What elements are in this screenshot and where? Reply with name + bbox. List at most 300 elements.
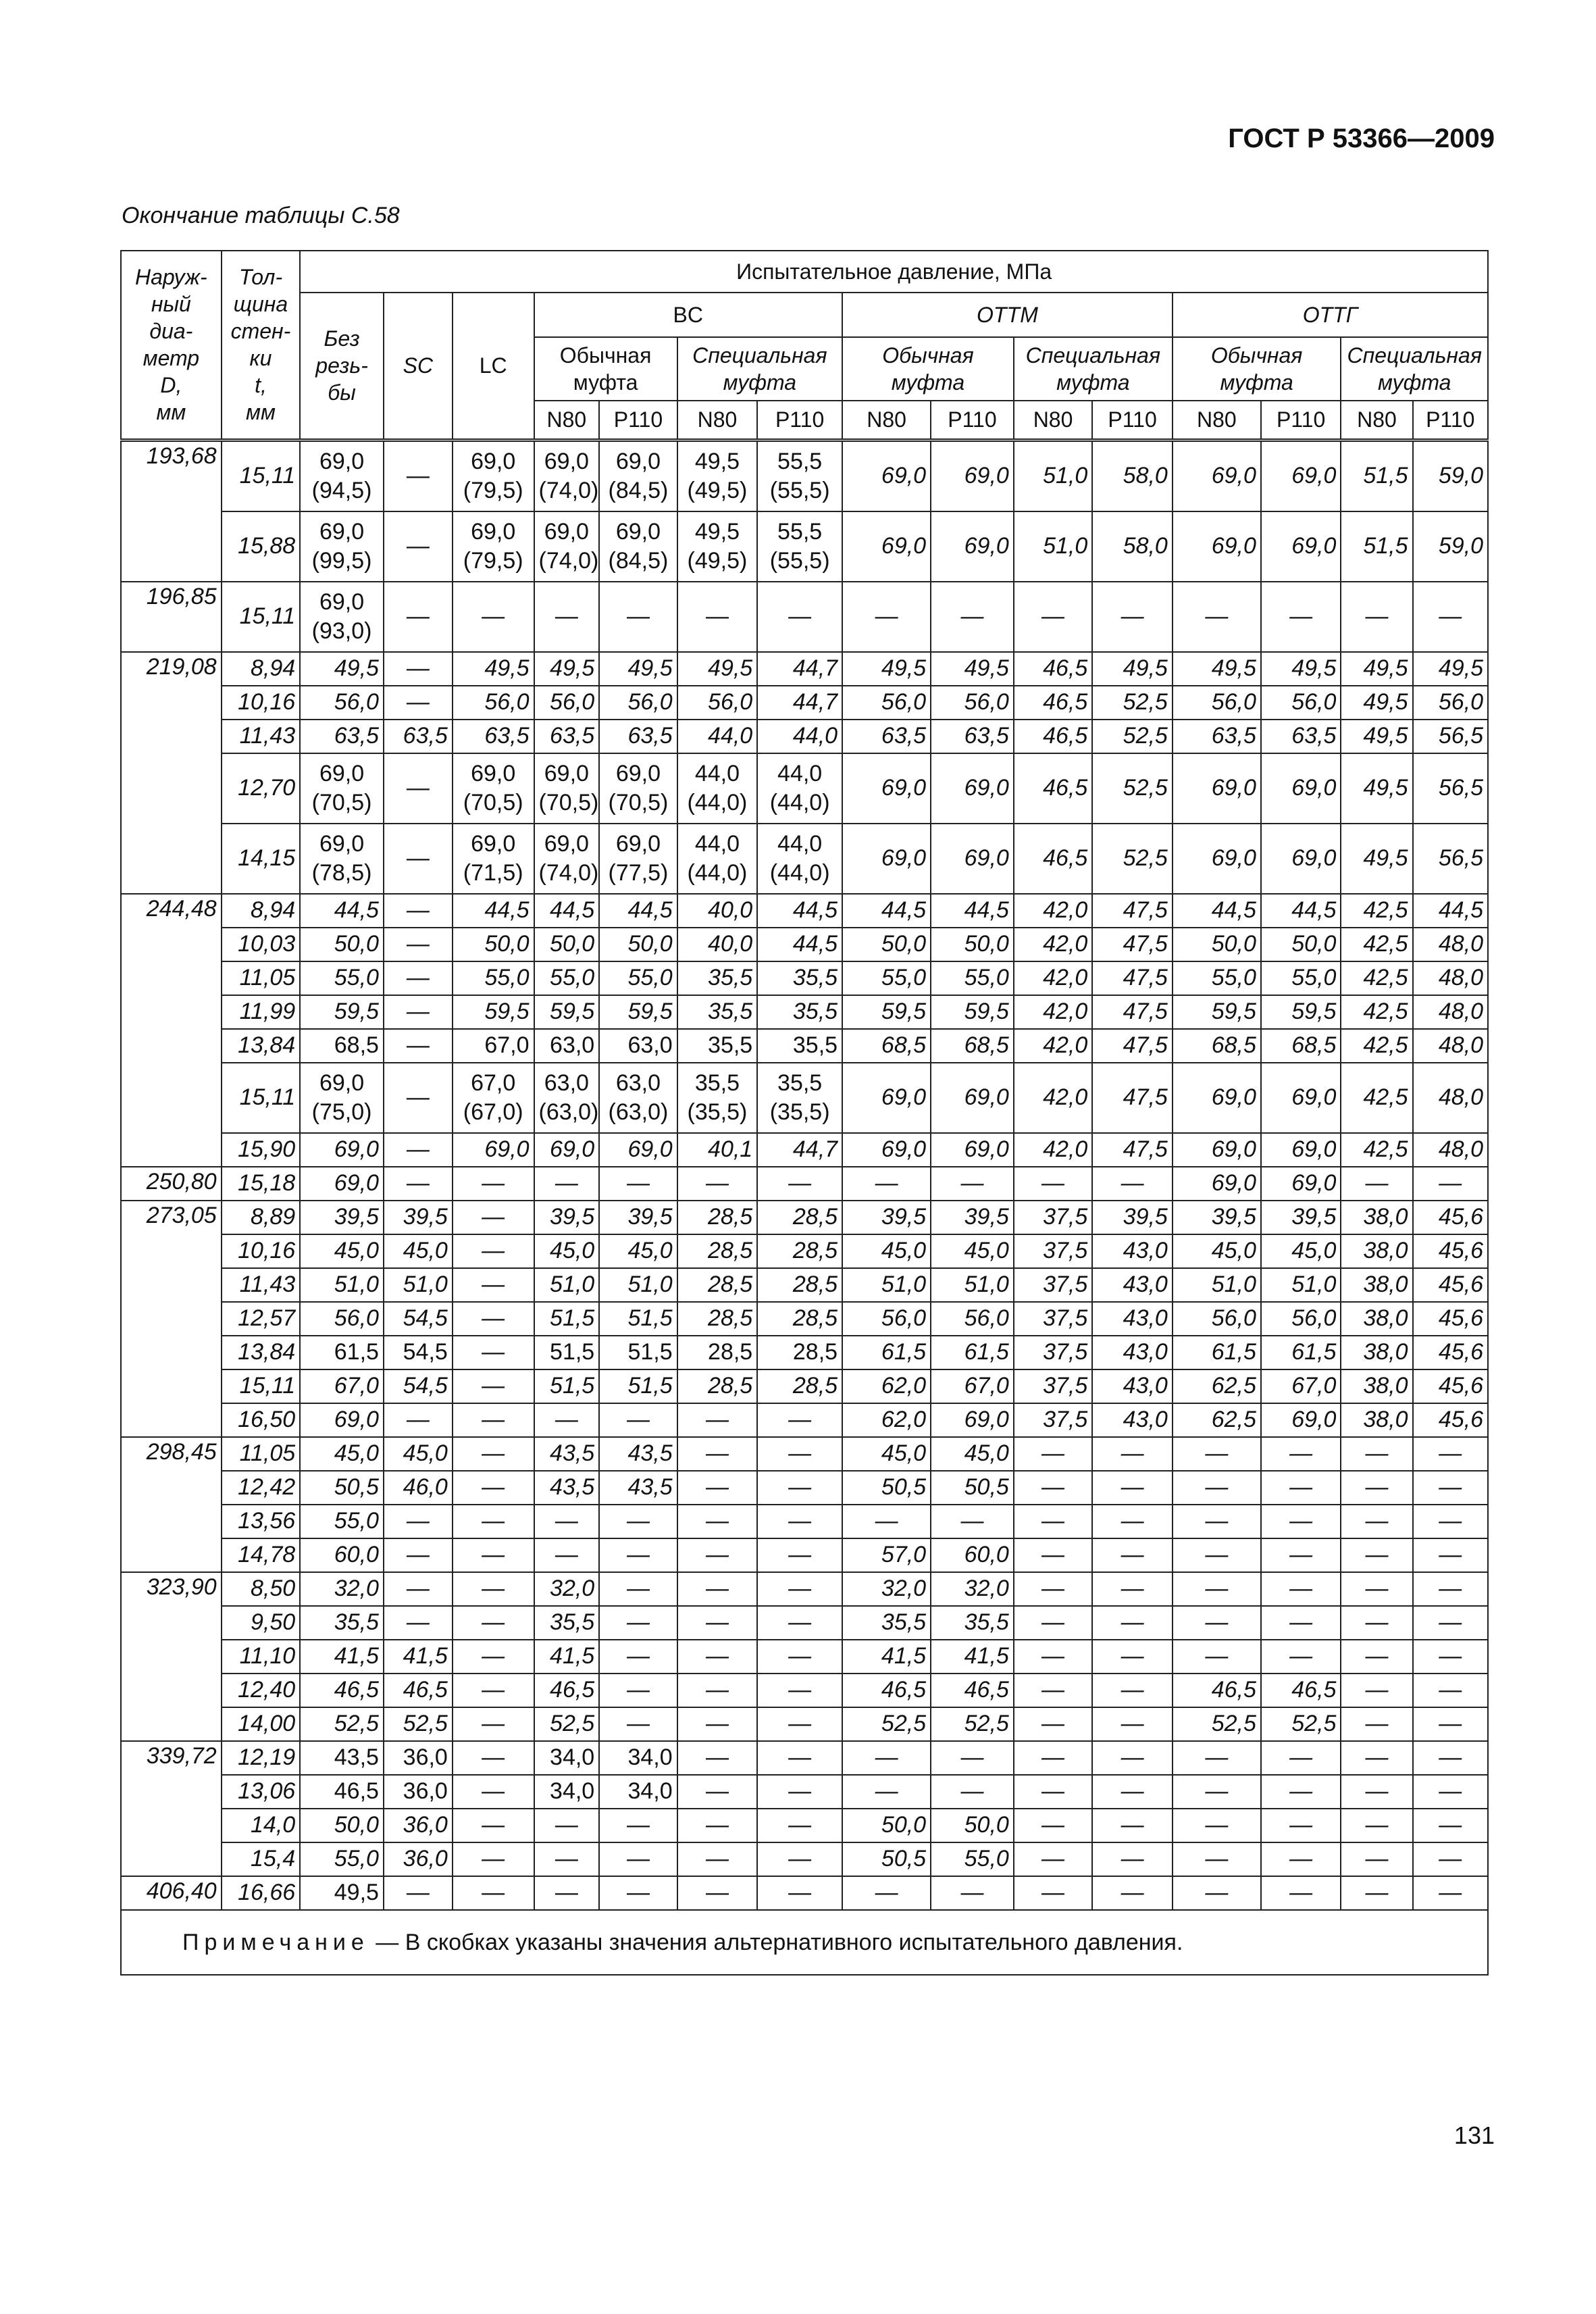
value-cell: — [534, 582, 600, 652]
value-cell: 42,5 [1341, 1029, 1412, 1063]
value-cell: 63,5 [842, 720, 931, 753]
value-cell: — [384, 894, 453, 928]
value-cell: 45,0 [384, 1437, 453, 1471]
value-cell: 46,5 [1173, 1674, 1261, 1707]
value-cell: — [757, 1471, 842, 1505]
value-cell: 69,0 [931, 824, 1014, 894]
value-cell: 62,0 [842, 1403, 931, 1437]
wall-thickness-cell: 12,57 [222, 1302, 300, 1336]
value-cell: 69,0 [842, 511, 931, 582]
outer-diameter-cell: 273,05 [121, 1201, 222, 1437]
value-cell: — [1014, 1538, 1092, 1572]
value-cell: 49,5 [1341, 686, 1412, 720]
value-cell: — [1092, 1471, 1173, 1505]
value-cell: — [1173, 1640, 1261, 1674]
value-cell: — [842, 582, 931, 652]
value-cell: — [931, 582, 1014, 652]
table-row [121, 582, 1488, 652]
header-grade: N80 [1341, 401, 1412, 440]
outer-diameter-cell: 193,68 [121, 440, 222, 582]
value-cell: 50,5 [300, 1471, 384, 1505]
value-cell: 32,0 [534, 1572, 600, 1606]
value-cell: 44,5 [300, 894, 384, 928]
value-cell: — [677, 1505, 758, 1538]
value-cell: 52,5 [1173, 1707, 1261, 1741]
value-cell: — [677, 1842, 758, 1876]
value-cell: 45,0 [300, 1234, 384, 1268]
value-cell: 42,0 [1014, 1029, 1092, 1063]
value-cell: 69,0 [1173, 1167, 1261, 1201]
value-cell: — [677, 1471, 758, 1505]
value-cell: 49,5 [1341, 720, 1412, 753]
value-cell: — [1092, 1741, 1173, 1775]
value-cell: 43,5 [534, 1437, 600, 1471]
value-cell: — [453, 1876, 534, 1910]
value-cell: 63,5 [931, 720, 1014, 753]
value-cell: — [1014, 1640, 1092, 1674]
value-cell: 47,5 [1092, 1133, 1173, 1167]
value-cell: 69,0 [931, 440, 1014, 511]
value-cell: 43,5 [300, 1741, 384, 1775]
value-cell: 42,0 [1014, 995, 1092, 1029]
value-cell: 49,5 [1413, 652, 1488, 686]
value-cell: — [1014, 582, 1092, 652]
value-cell: 35,5 (35,5) [757, 1063, 842, 1133]
value-cell: 43,0 [1092, 1234, 1173, 1268]
value-cell: — [1173, 1606, 1261, 1640]
value-cell: 69,0 [1173, 1133, 1261, 1167]
value-cell: — [1173, 582, 1261, 652]
value-cell: 56,0 [534, 686, 600, 720]
value-cell: 69,0 (70,5) [599, 753, 677, 824]
table-row [121, 1572, 1488, 1606]
value-cell: 48,0 [1413, 961, 1488, 995]
value-cell: 51,5 [599, 1302, 677, 1336]
table-row [121, 1707, 1488, 1741]
value-cell: — [1014, 1707, 1092, 1741]
value-cell: 34,0 [534, 1741, 600, 1775]
value-cell: — [453, 1403, 534, 1437]
wall-thickness-cell: 15,11 [222, 440, 300, 511]
table-row [121, 440, 1488, 511]
value-cell: 37,5 [1014, 1201, 1092, 1234]
value-cell: 49,5 [931, 652, 1014, 686]
value-cell: — [1261, 582, 1341, 652]
value-cell: — [1173, 1471, 1261, 1505]
value-cell: 39,5 [1173, 1201, 1261, 1234]
value-cell: — [1413, 1775, 1488, 1809]
value-cell: 69,0 [300, 1403, 384, 1437]
value-cell: 49,5 [1341, 753, 1412, 824]
wall-thickness-cell: 11,10 [222, 1640, 300, 1674]
value-cell: — [677, 1741, 758, 1775]
table-row [121, 1538, 1488, 1572]
value-cell: 44,0 [757, 720, 842, 753]
value-cell: 32,0 [300, 1572, 384, 1606]
value-cell: 46,5 [1014, 720, 1092, 753]
value-cell: 49,5 [1173, 652, 1261, 686]
value-cell: — [757, 1505, 842, 1538]
value-cell: 35,5 [534, 1606, 600, 1640]
value-cell: 45,6 [1413, 1201, 1488, 1234]
value-cell: — [384, 652, 453, 686]
value-cell: 35,5 [757, 995, 842, 1029]
value-cell: 69,0 (84,5) [599, 511, 677, 582]
value-cell: 69,0 (71,5) [453, 824, 534, 894]
value-cell: 69,0 (94,5) [300, 440, 384, 511]
value-cell: 48,0 [1413, 928, 1488, 961]
value-cell: — [1413, 1572, 1488, 1606]
value-cell: — [384, 1029, 453, 1063]
header-ottg-special: Специальная муфта [1341, 337, 1488, 401]
table-row [121, 928, 1488, 961]
value-cell: 56,0 [599, 686, 677, 720]
value-cell: 49,5 [677, 652, 758, 686]
table-row [121, 511, 1488, 582]
wall-thickness-cell: 15,18 [222, 1167, 300, 1201]
value-cell: — [1341, 1876, 1412, 1910]
value-cell: 46,5 [384, 1674, 453, 1707]
value-cell: 61,5 [931, 1336, 1014, 1369]
value-cell: — [757, 1538, 842, 1572]
wall-thickness-cell: 15,4 [222, 1842, 300, 1876]
value-cell: — [384, 511, 453, 582]
header-ottg: ОТТГ [1173, 293, 1488, 337]
value-cell: 39,5 [842, 1201, 931, 1234]
value-cell: — [1092, 1842, 1173, 1876]
value-cell: — [757, 1876, 842, 1910]
value-cell: 46,5 [1261, 1674, 1341, 1707]
header-grade: N80 [1014, 401, 1092, 440]
value-cell: 69,0 (93,0) [300, 582, 384, 652]
value-cell: — [1014, 1674, 1092, 1707]
header-outer-diameter: Наруж- ный диа- метр D, мм [121, 251, 222, 440]
value-cell: 28,5 [757, 1201, 842, 1234]
value-cell: — [384, 582, 453, 652]
wall-thickness-cell: 15,88 [222, 511, 300, 582]
value-cell: 28,5 [677, 1201, 758, 1234]
value-cell: — [677, 1809, 758, 1842]
value-cell: 47,5 [1092, 1063, 1173, 1133]
value-cell: 48,0 [1413, 1029, 1488, 1063]
value-cell: — [1173, 1775, 1261, 1809]
table-row [121, 1336, 1488, 1369]
note-text: — В скобках указаны значения альтернативного испытательного давления. [369, 1929, 1183, 1955]
value-cell: 62,5 [1173, 1403, 1261, 1437]
value-cell: — [1341, 1640, 1412, 1674]
value-cell: 55,0 [599, 961, 677, 995]
value-cell: — [757, 1437, 842, 1471]
value-cell: 61,5 [1261, 1336, 1341, 1369]
wall-thickness-cell: 12,40 [222, 1674, 300, 1707]
value-cell: 49,5 [1341, 652, 1412, 686]
value-cell: 35,5 [677, 995, 758, 1029]
table-row [121, 1876, 1488, 1910]
value-cell: 43,5 [534, 1471, 600, 1505]
outer-diameter-cell: 244,48 [121, 894, 222, 1167]
value-cell: 56,0 [1173, 686, 1261, 720]
value-cell: 37,5 [1014, 1403, 1092, 1437]
value-cell: — [453, 1471, 534, 1505]
value-cell: 44,0 [677, 720, 758, 753]
value-cell: — [453, 1741, 534, 1775]
value-cell: 59,0 [1413, 511, 1488, 582]
value-cell: 60,0 [300, 1538, 384, 1572]
value-cell: 51,0 [842, 1268, 931, 1302]
value-cell: 54,5 [384, 1369, 453, 1403]
value-cell: 69,0 [1261, 511, 1341, 582]
value-cell: — [677, 1167, 758, 1201]
value-cell: — [1261, 1640, 1341, 1674]
value-cell: — [1261, 1437, 1341, 1471]
value-cell: 69,0 [1261, 1063, 1341, 1133]
value-cell: 56,0 [931, 686, 1014, 720]
value-cell: — [931, 1505, 1014, 1538]
value-cell: 43,5 [599, 1471, 677, 1505]
value-cell: 28,5 [677, 1302, 758, 1336]
value-cell: 37,5 [1014, 1369, 1092, 1403]
value-cell: 28,5 [677, 1234, 758, 1268]
value-cell: 45,6 [1413, 1369, 1488, 1403]
wall-thickness-cell: 11,43 [222, 720, 300, 753]
table-row [121, 1133, 1488, 1167]
value-cell: 44,0 (44,0) [757, 824, 842, 894]
value-cell: — [599, 1640, 677, 1674]
wall-thickness-cell: 14,00 [222, 1707, 300, 1741]
value-cell: 37,5 [1014, 1302, 1092, 1336]
value-cell: 41,5 [384, 1640, 453, 1674]
value-cell: — [1014, 1572, 1092, 1606]
value-cell: 45,6 [1413, 1336, 1488, 1369]
value-cell: — [384, 1876, 453, 1910]
value-cell: 42,5 [1341, 1133, 1412, 1167]
value-cell: 56,5 [1413, 720, 1488, 753]
table-row [121, 1505, 1488, 1538]
value-cell: 42,5 [1341, 995, 1412, 1029]
value-cell: 52,5 [1092, 824, 1173, 894]
value-cell: 38,0 [1341, 1302, 1412, 1336]
value-cell: 41,5 [931, 1640, 1014, 1674]
value-cell: 44,5 [842, 894, 931, 928]
value-cell: 45,6 [1413, 1268, 1488, 1302]
value-cell: 63,5 [599, 720, 677, 753]
wall-thickness-cell: 16,66 [222, 1876, 300, 1910]
header-grade: N80 [842, 401, 931, 440]
value-cell: 69,0 (70,5) [453, 753, 534, 824]
value-cell: 55,0 [931, 961, 1014, 995]
header-bc: BC [534, 293, 843, 337]
value-cell: 50,5 [842, 1471, 931, 1505]
value-cell: — [384, 1063, 453, 1133]
value-cell: 36,0 [384, 1842, 453, 1876]
value-cell: — [453, 1201, 534, 1234]
value-cell: — [757, 1741, 842, 1775]
value-cell: — [1341, 1471, 1412, 1505]
value-cell: 51,0 [384, 1268, 453, 1302]
value-cell: — [1341, 1674, 1412, 1707]
value-cell: — [599, 1572, 677, 1606]
outer-diameter-cell: 250,80 [121, 1167, 222, 1201]
value-cell: 45,0 [931, 1437, 1014, 1471]
value-cell: 61,5 [1173, 1336, 1261, 1369]
value-cell: 36,0 [384, 1809, 453, 1842]
value-cell: — [453, 1505, 534, 1538]
value-cell: 69,0 [1261, 1133, 1341, 1167]
value-cell: 46,5 [1014, 686, 1092, 720]
value-cell: — [453, 1674, 534, 1707]
value-cell: 50,0 [931, 928, 1014, 961]
header-grade: P110 [1092, 401, 1173, 440]
value-cell: — [453, 1842, 534, 1876]
value-cell: 59,5 [534, 995, 600, 1029]
value-cell: 51,0 [534, 1268, 600, 1302]
value-cell: — [842, 1741, 931, 1775]
value-cell: 46,5 [1014, 753, 1092, 824]
wall-thickness-cell: 14,0 [222, 1809, 300, 1842]
value-cell: 36,0 [384, 1775, 453, 1809]
wall-thickness-cell: 8,89 [222, 1201, 300, 1234]
value-cell: — [757, 1707, 842, 1741]
value-cell: — [1341, 1167, 1412, 1201]
note-row [121, 1910, 1488, 1976]
value-cell: 69,0 (84,5) [599, 440, 677, 511]
wall-thickness-cell: 13,84 [222, 1336, 300, 1369]
value-cell: — [677, 1707, 758, 1741]
value-cell: — [534, 1538, 600, 1572]
value-cell: 59,5 [842, 995, 931, 1029]
value-cell: — [599, 1809, 677, 1842]
value-cell: 54,5 [384, 1336, 453, 1369]
value-cell: 56,0 [677, 686, 758, 720]
value-cell: — [1173, 1842, 1261, 1876]
value-cell: 46,5 [300, 1674, 384, 1707]
value-cell: 39,5 [534, 1201, 600, 1234]
value-cell: — [677, 1403, 758, 1437]
table-row [121, 995, 1488, 1029]
value-cell: 50,0 [842, 1809, 931, 1842]
value-cell: — [1413, 1842, 1488, 1876]
value-cell: 69,0 [842, 440, 931, 511]
value-cell: 32,0 [842, 1572, 931, 1606]
value-cell: 49,5 [599, 652, 677, 686]
value-cell: 51,5 [599, 1336, 677, 1369]
value-cell: — [599, 1674, 677, 1707]
wall-thickness-cell: 11,43 [222, 1268, 300, 1302]
wall-thickness-cell: 12,42 [222, 1471, 300, 1505]
value-cell: 43,0 [1092, 1336, 1173, 1369]
value-cell: 61,5 [842, 1336, 931, 1369]
value-cell: — [677, 1640, 758, 1674]
value-cell: — [1014, 1437, 1092, 1471]
value-cell: — [453, 1606, 534, 1640]
value-cell: — [1413, 1707, 1488, 1741]
value-cell: — [1014, 1471, 1092, 1505]
value-cell: — [1413, 1876, 1488, 1910]
value-cell: 60,0 [931, 1538, 1014, 1572]
value-cell: 50,0 [453, 928, 534, 961]
value-cell: 59,5 [453, 995, 534, 1029]
value-cell: 50,0 [1173, 928, 1261, 961]
table-row [121, 1437, 1488, 1471]
value-cell: 52,5 [1092, 753, 1173, 824]
table-row [121, 824, 1488, 894]
value-cell: — [1092, 1505, 1173, 1538]
value-cell: 45,0 [842, 1437, 931, 1471]
value-cell: 68,5 [842, 1029, 931, 1063]
value-cell: 43,0 [1092, 1302, 1173, 1336]
value-cell: 63,5 [534, 720, 600, 753]
table-row [121, 1302, 1488, 1336]
value-cell: 38,0 [1341, 1336, 1412, 1369]
value-cell: — [453, 582, 534, 652]
table-row [121, 1063, 1488, 1133]
wall-thickness-cell: 11,05 [222, 961, 300, 995]
header-ottm-special: Специальная муфта [1014, 337, 1173, 401]
value-cell: — [1014, 1167, 1092, 1201]
wall-thickness-cell: 14,15 [222, 824, 300, 894]
pressure-table [120, 250, 1489, 1976]
value-cell: 51,0 [1014, 440, 1092, 511]
value-cell: 69,0 [1173, 511, 1261, 582]
table-row [121, 961, 1488, 995]
value-cell: — [1092, 582, 1173, 652]
value-cell: 44,7 [757, 686, 842, 720]
value-cell: 44,5 [1413, 894, 1488, 928]
value-cell: 69,0 [931, 511, 1014, 582]
value-cell: 69,0 [1173, 1063, 1261, 1133]
value-cell: 44,0 (44,0) [677, 753, 758, 824]
value-cell: — [842, 1876, 931, 1910]
value-cell: — [677, 1876, 758, 1910]
value-cell: — [1173, 1741, 1261, 1775]
value-cell: 50,0 [1261, 928, 1341, 961]
value-cell: 69,0 (79,5) [453, 440, 534, 511]
value-cell: 56,0 [300, 1302, 384, 1336]
value-cell: — [677, 1775, 758, 1809]
value-cell: — [931, 1876, 1014, 1910]
value-cell: 55,0 [842, 961, 931, 995]
value-cell: — [1092, 1674, 1173, 1707]
wall-thickness-cell: 14,78 [222, 1538, 300, 1572]
value-cell: 55,0 [1173, 961, 1261, 995]
value-cell: 38,0 [1341, 1403, 1412, 1437]
value-cell: 63,5 [453, 720, 534, 753]
value-cell: 47,5 [1092, 961, 1173, 995]
value-cell: — [1092, 1538, 1173, 1572]
value-cell: 34,0 [534, 1775, 600, 1809]
value-cell: 45,6 [1413, 1234, 1488, 1268]
value-cell: 44,5 [1173, 894, 1261, 928]
value-cell: 45,0 [842, 1234, 931, 1268]
wall-thickness-cell: 15,90 [222, 1133, 300, 1167]
value-cell: 69,0 [842, 1063, 931, 1133]
value-cell: — [1413, 1505, 1488, 1538]
value-cell: 43,0 [1092, 1369, 1173, 1403]
wall-thickness-cell: 8,94 [222, 652, 300, 686]
value-cell: — [842, 1167, 931, 1201]
wall-thickness-cell: 11,99 [222, 995, 300, 1029]
value-cell: 56,0 [453, 686, 534, 720]
value-cell: 35,5 [757, 1029, 842, 1063]
value-cell: 69,0 (75,0) [300, 1063, 384, 1133]
value-cell: 42,0 [1014, 928, 1092, 961]
value-cell: 56,0 [1261, 686, 1341, 720]
value-cell: — [1341, 1572, 1412, 1606]
wall-thickness-cell: 13,56 [222, 1505, 300, 1538]
value-cell: 44,7 [757, 652, 842, 686]
value-cell: — [1092, 1707, 1173, 1741]
value-cell: — [384, 1505, 453, 1538]
